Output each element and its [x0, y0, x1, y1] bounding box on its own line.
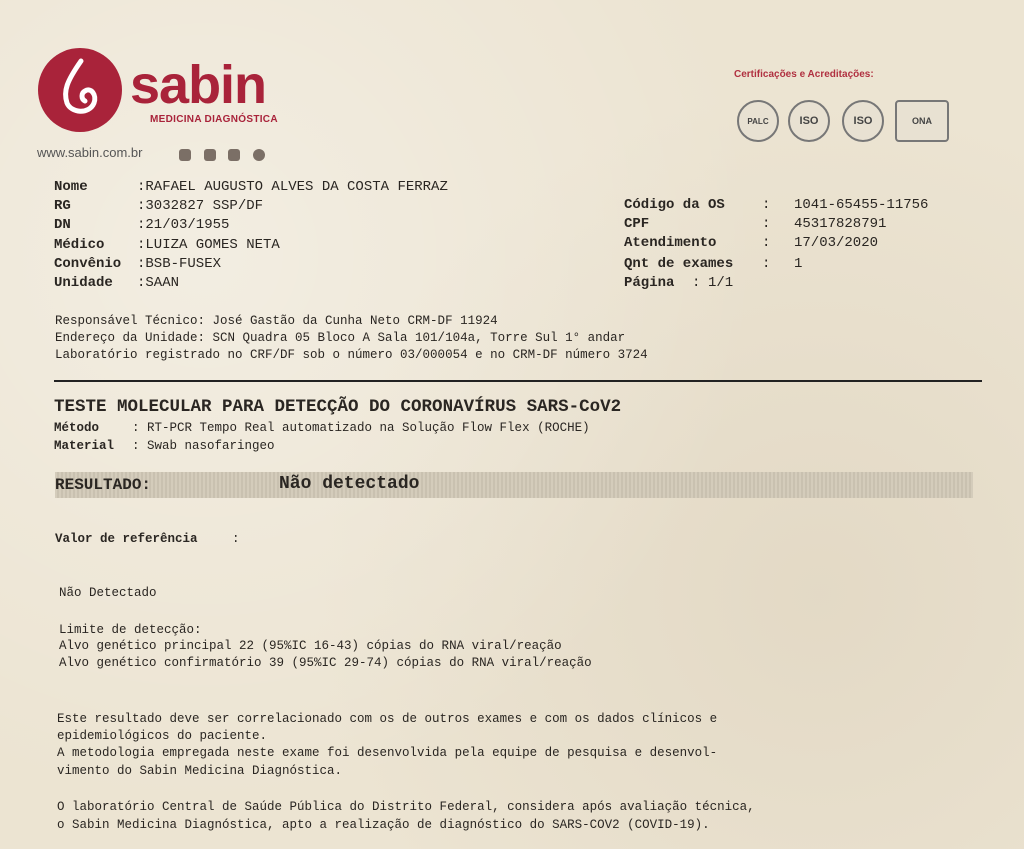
method-label: Método [54, 421, 100, 435]
method-value: : RT-PCR Tempo Real automatizado na Solução Flow Flex (ROCHE) [132, 421, 590, 435]
unit-label: Unidade [54, 275, 113, 291]
limit-line: Alvo genético principal 22 (95%IC 16-43) cópias do RNA viral/reação [59, 639, 562, 653]
lab-registration: Laboratório registrado no CRF/DF sob o número 03/000054 e no CRM-DF número 3724 [55, 348, 648, 362]
patient-name: :RAFAEL AUGUSTO ALVES DA COSTA FERRAZ [137, 179, 448, 195]
page-number: 1/1 [708, 275, 734, 291]
patient-doctor: :LUIZA GOMES NETA [137, 237, 280, 253]
exam-count: 1 [794, 256, 803, 272]
test-title: TESTE MOLECULAR PARA DETECÇÃO DO CORONAVÍRUS SARS-CoV2 [54, 397, 622, 417]
os-label: Código da OS [624, 197, 725, 213]
instagram-icon[interactable] [228, 149, 240, 161]
reference-label: Valor de referência [55, 532, 198, 546]
iso-badge-icon: ISO [842, 100, 884, 142]
note-line: o Sabin Medicina Diagnóstica, apto a realização de diagnóstico do SARS-COV2 (COVID-19). [57, 818, 710, 832]
dn-label: DN [54, 217, 71, 233]
result-label: RESULTADO: [55, 476, 152, 494]
cpf-colon: : [762, 216, 771, 232]
page-label: Página [624, 275, 675, 291]
page-colon: : [692, 275, 701, 291]
os-code: 1041-65455-11756 [794, 197, 929, 213]
twitter-icon[interactable] [179, 149, 191, 161]
brand-name: sabin [130, 55, 267, 115]
attendance-colon: : [762, 235, 771, 251]
material-value: : Swab nasofaringeo [132, 439, 275, 453]
sabin-logo-icon [37, 47, 123, 133]
brand-tagline: MEDICINA DIAGNÓSTICA [150, 114, 278, 125]
reference-colon: : [232, 532, 240, 546]
patient-insurance: :BSB-FUSEX [137, 256, 222, 272]
insurance-label: Convênio [54, 256, 122, 272]
cpf-label: CPF [624, 216, 650, 232]
lab-responsible: Responsável Técnico: José Gastão da Cunha Neto CRM-DF 11924 [55, 314, 498, 328]
reference-value: Não Detectado [59, 586, 157, 600]
doctor-label: Médico [54, 237, 105, 253]
note-line: epidemiológicos do paciente. [57, 729, 268, 743]
limit-title: Limite de detecção: [59, 623, 202, 637]
patient-dn: :21/03/1955 [137, 217, 230, 233]
cpf-value: 45317828791 [794, 216, 887, 232]
limit-line: Alvo genético confirmatório 39 (95%IC 29-74) cópias do RNA viral/reação [59, 656, 592, 670]
name-label: Nome [54, 179, 88, 195]
website-link[interactable]: www.sabin.com.br [37, 145, 143, 160]
attendance-date: 17/03/2020 [794, 235, 879, 251]
certifications-title: Certificações e Acreditações: [734, 69, 874, 80]
exam-count-colon: : [762, 256, 771, 272]
note-line: Este resultado deve ser correlacionado com os de outros exames e com os dados clínicos e [57, 712, 718, 726]
result-value: Não detectado [279, 474, 420, 494]
rg-label: RG [54, 198, 71, 214]
exam-count-label: Qnt de exames [624, 256, 734, 272]
note-line: vimento do Sabin Medicina Diagnóstica. [57, 764, 343, 778]
lab-address: Endereço da Unidade: SCN Quadra 05 Bloco A Sala 101/104a, Torre Sul 1° andar [55, 331, 626, 345]
attendance-label: Atendimento [624, 235, 717, 251]
facebook-icon[interactable] [204, 149, 216, 161]
note-line: A metodologia empregada neste exame foi desenvolvida pela equipe de pesquisa e desenvol- [57, 746, 718, 760]
os-colon: : [762, 197, 771, 213]
note-line: O laboratório Central de Saúde Pública do Distrito Federal, considera após avaliação técnica, [57, 800, 755, 814]
social-icons [176, 146, 265, 164]
material-label: Material [54, 439, 115, 453]
patient-rg: :3032827 SSP/DF [137, 198, 264, 214]
patient-unit: :SAAN [137, 275, 180, 291]
palc-badge-icon: PALC [737, 100, 779, 142]
result-bar [55, 472, 973, 498]
ona-badge-icon: ONA [895, 100, 949, 142]
divider [54, 380, 982, 382]
spotify-icon[interactable] [253, 149, 265, 161]
iso-badge-icon: ISO [788, 100, 830, 142]
